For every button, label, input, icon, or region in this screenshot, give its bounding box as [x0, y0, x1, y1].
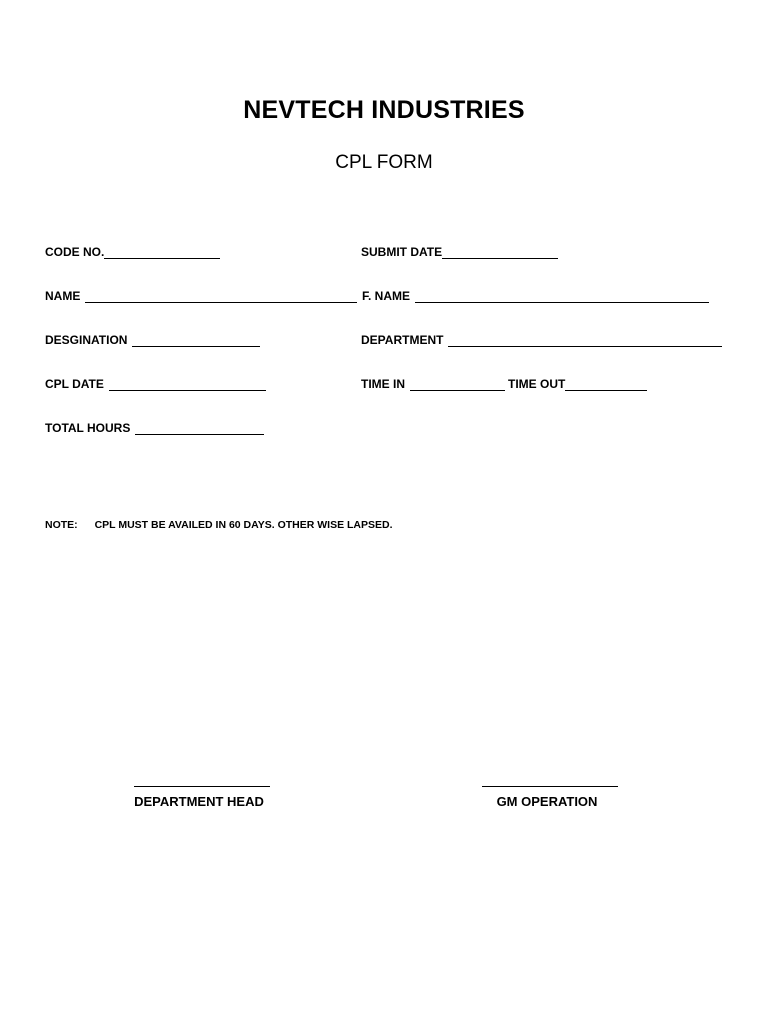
name-blank[interactable] [85, 290, 357, 303]
note-label: NOTE: [45, 519, 78, 531]
company-title: NEVTECH INDUSTRIES [243, 96, 525, 124]
time-out-blank[interactable] [565, 378, 647, 391]
code-no-blank[interactable] [104, 246, 220, 259]
time-out-label: TIME OUT [508, 377, 566, 391]
time-in-label: TIME IN [361, 377, 405, 391]
gm-operation-label: GM OPERATION [496, 794, 598, 809]
submit-date-blank[interactable] [442, 246, 558, 259]
time-in-blank[interactable] [410, 378, 505, 391]
form-title: CPL FORM [335, 152, 433, 173]
department-label: DEPARTMENT [361, 333, 444, 347]
father-name-blank[interactable] [415, 290, 709, 303]
note [45, 519, 393, 531]
submit-date-field [361, 243, 558, 259]
father-name-label: F. NAME [362, 289, 410, 303]
department-head-signature-line[interactable] [134, 786, 270, 787]
department-field [361, 331, 722, 347]
department-head-label: DEPARTMENT HEAD [134, 794, 264, 809]
cpl-date-label: CPL DATE [45, 377, 104, 391]
total-hours-label: TOTAL HOURS [45, 421, 131, 435]
note-text: CPL MUST BE AVAILED IN 60 DAYS. OTHER WISE LAPSED. [94, 519, 393, 531]
name-field [45, 287, 357, 303]
designation-label: DESGINATION [45, 333, 128, 347]
cpl-date-field [45, 375, 266, 391]
father-name-field [362, 287, 709, 303]
name-label: NAME [45, 289, 81, 303]
total-hours-field [45, 419, 264, 435]
department-blank[interactable] [448, 334, 722, 347]
designation-field [45, 331, 260, 347]
code-no-field [45, 243, 220, 259]
total-hours-blank[interactable] [135, 422, 264, 435]
time-in-field [361, 375, 647, 391]
designation-blank[interactable] [132, 334, 260, 347]
submit-date-label: SUBMIT DATE [361, 245, 443, 259]
cpl-date-blank[interactable] [109, 378, 266, 391]
code-no-label: CODE NO. [45, 245, 105, 259]
gm-operation-signature-line[interactable] [482, 786, 618, 787]
